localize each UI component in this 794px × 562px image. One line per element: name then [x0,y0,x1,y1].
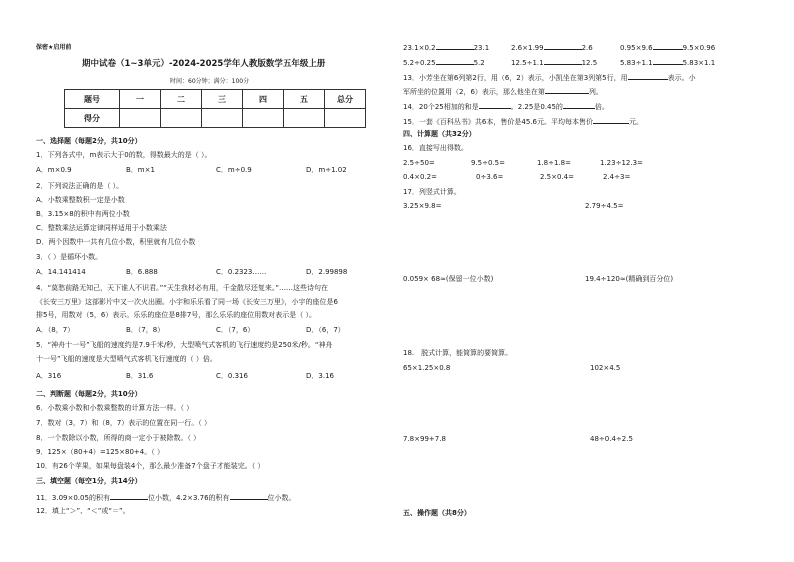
q2-option-c: C．整数乘法运算定律同样适用于小数乘法 [36,224,167,232]
exam-title: 期中试卷（1~3单元）-2024-2025学年人教版数学五年级上册 [82,59,326,69]
vertical-calc: 2.79÷4.5= [585,202,624,210]
compare-row-1c [620,42,715,53]
question-4-line2: 《长安三万里》这部影片中又一次火出圈。小宇和乐乐看了同一场《长安三万里》，小宇的座位是6 [36,298,338,306]
fill-13-text-c: 军所坐的位置用（2，6）表示，那么他坐在第 [403,88,545,96]
compare-expr: 5.83÷1.1 [620,59,653,67]
compare-row-2b [511,57,597,68]
q3-option-b: B．6.888 [126,268,158,276]
answer-blank[interactable] [653,57,683,65]
judge-8: 8．一个数除以小数，所得的商一定小于被除数。（ ） [36,434,201,442]
score-header-cell: 五 [284,90,325,109]
oral-calc: 1.8÷1.8= [537,159,571,167]
fill-13-text-d: 列。 [588,88,603,96]
fill-14-text-a: 14．20个25相加的和是 [403,103,479,111]
judge-9: 9．125×（80+4）=125×80+4。（ ） [36,448,164,456]
score-table-header-row [65,90,366,109]
compare-expr: 23.1×0.2 [403,44,436,52]
compare-expr: 23.1 [473,44,490,52]
fill-15-text-a: 15．一套《百科丛书》共6本，售价是45.6元。平均每本售价 [403,118,593,126]
score-row-label: 得分 [65,109,120,128]
judge-7: 7．数对（3，7）和（8，7）表示的位置在同一行。（ ） [36,419,211,427]
fill-14-text-c: 倍。 [594,103,609,111]
section-fill-title: 三、填空题（每空1分，共14分） [36,477,142,485]
vertical-calc: 0.059× 68≈(保留一位小数) [403,275,494,283]
score-cell [243,109,284,128]
score-header-cell: 题号 [65,90,120,109]
exam-subtitle: 时间：60分钟；满分：100分 [170,78,250,85]
answer-blank[interactable] [110,492,148,500]
fill-15 [403,116,643,127]
fill-13-line1 [403,72,696,83]
answer-blank[interactable] [479,101,511,109]
vertical-calc: 19.4÷120≈(精确到百分位) [585,275,674,283]
question-5-line2: 十一号”飞船的速度是大型喷气式客机飞行速度的（ ）倍。 [36,355,217,363]
fill-11 [36,492,296,503]
section-judge-title: 二、判断题（每题2分，共10分） [36,390,142,398]
fill-11-text-c: 位小数。 [267,494,296,502]
q2-option-b: B．3.15×8的积中有两位小数 [36,210,130,218]
fill-12: 12．填上“＞”、“＜”或“＝”。 [36,507,130,515]
fill-11-text-a: 11．3.09×0.05的积有 [36,494,110,502]
q4-option-c: C．（7，6） [216,326,255,334]
q5-option-c: C．0.316 [216,372,248,380]
score-cell [284,109,325,128]
score-header-cell: 总分 [325,90,366,109]
oral-calc: 2.5÷50= [403,159,435,167]
judge-6: 6．小数乘小数和小数乘整数的计算方法一样。（ ） [36,404,194,412]
q1-option-d: D．m÷1.02 [306,166,347,174]
q2-option-a: A．小数乘整数积一定是小数 [36,196,125,204]
answer-blank[interactable] [436,42,474,50]
score-table [64,89,366,128]
answer-blank[interactable] [593,116,629,124]
q4-option-a: A．（8，7） [36,326,75,334]
compare-expr: 0.95×9.6 [620,44,653,52]
oral-calc: 0.4×0.2= [403,173,437,181]
q4-option-b: B．（7，8） [126,326,165,334]
q3-option-c: C．0.2323…… [216,268,267,276]
compare-row-2c [620,57,715,68]
score-header-cell: 四 [243,90,284,109]
step-calc: 65×1.25×0.8 [403,364,451,372]
step-calc: 48÷0.4÷2.5 [590,435,633,443]
section-calc-title: 四、计算题（共32分） [403,130,476,138]
q3-option-a: A．14.141414 [36,268,86,276]
fill-13-text-a: 13．小芳坐在第6列第2行，用（6，2）表示，小凯坐在第3列第5行，用 [403,74,628,82]
q5-option-a: A．316 [36,372,62,380]
compare-row-2 [403,57,485,68]
q2-option-d: D．两个因数中一共有几位小数，积里就有几位小数 [36,238,196,246]
oral-calc: 0÷3.6= [476,173,504,181]
fill-13-line2 [403,86,603,97]
fill-13-text-b: 表示。小 [667,74,696,82]
question-16: 16．直接写出得数。 [403,144,468,152]
compare-row-1b [511,42,593,53]
oral-calc: 2.5×0.4= [540,173,574,181]
score-cell [325,109,366,128]
compare-expr: 2.6 [581,44,593,52]
q1-option-c: C．m÷0.9 [216,166,252,174]
judge-10: 10．有26个苹果，如果每盘装4个，那么最少准备7个盘子才能装完。（ ） [36,462,265,470]
q3-option-d: D．2.99898 [306,268,348,276]
q4-option-d: D．（6，7） [306,326,345,334]
compare-expr: 5.83×1.1 [682,59,716,67]
section-operation-title: 五、操作题（共8分） [403,509,471,517]
question-3: 3．（ ）是循环小数。 [36,253,103,261]
question-17: 17．列竖式计算。 [403,188,461,196]
compare-expr: 12.5 [581,59,598,67]
q1-option-b: B．m×1 [126,166,155,174]
compare-row-1 [403,42,489,53]
answer-blank[interactable] [544,42,582,50]
compare-expr: 9.5×0.96 [682,44,716,52]
fill-14-text-b: 。2.25是0.45的 [510,103,563,111]
oral-calc: 9.5÷0.5= [471,159,505,167]
step-calc: 102×4.5 [590,364,621,372]
answer-blank[interactable] [628,72,668,80]
step-calc: 7.8×99+7.8 [403,435,446,443]
answer-blank[interactable] [230,492,268,500]
score-cell [120,109,161,128]
answer-blank[interactable] [436,57,474,65]
fill-14 [403,101,609,112]
answer-blank[interactable] [544,57,582,65]
score-header-cell: 一 [120,90,161,109]
answer-blank[interactable] [653,42,683,50]
question-4-line3: 排5号，用数对（5，6）表示。乐乐的座位是8排7号，那么乐乐的座位用数对表示是（ ）。 [36,311,316,319]
score-cell [161,109,202,128]
vertical-calc: 3.25×9.8= [403,202,442,210]
compare-expr: 12.5÷1.1 [511,59,544,67]
oral-calc: 1.23÷12.3= [600,159,643,167]
score-cell [202,109,243,128]
section-choice-title: 一、选择题（每题2分，共10分） [36,137,142,145]
question-2: 2．下列说法正确的是（ ）。 [36,182,124,190]
confidential-label: 保密★启用前 [36,44,72,51]
q5-option-d: D．3.16 [306,372,334,380]
question-1: 1．下列各式中，m表示大于0的数，得数最大的是（ ）。 [36,151,212,159]
score-header-cell: 三 [202,90,243,109]
answer-blank[interactable] [545,86,589,94]
answer-blank[interactable] [563,101,595,109]
score-table-score-row [65,109,366,128]
oral-calc: 2.4÷3= [603,173,631,181]
score-header-cell: 二 [161,90,202,109]
compare-expr: 5.2÷0.25 [403,59,436,67]
compare-expr: 2.6×1.99 [511,44,544,52]
q5-option-b: B．31.6 [126,372,154,380]
question-5-line1: 5．“神舟十一号”飞船的速度约是7.9千米/秒，大型喷气式客机的飞行速度约是250米/秒。“神舟 [36,341,333,349]
compare-expr: 5.2 [473,59,485,67]
question-18: 18. 脱式计算，能简算的要简算。 [403,349,513,357]
q1-option-a: A．m×0.9 [36,166,72,174]
question-4-line1: 4．“莫愁前路无知己，天下谁人不识君。”“天生我材必有用，千金散尽还复来。”……这些诗句在 [36,284,328,292]
fill-11-text-b: 位小数，4.2×3.76的积有 [147,494,230,502]
fill-15-text-b: 元。 [628,118,643,126]
